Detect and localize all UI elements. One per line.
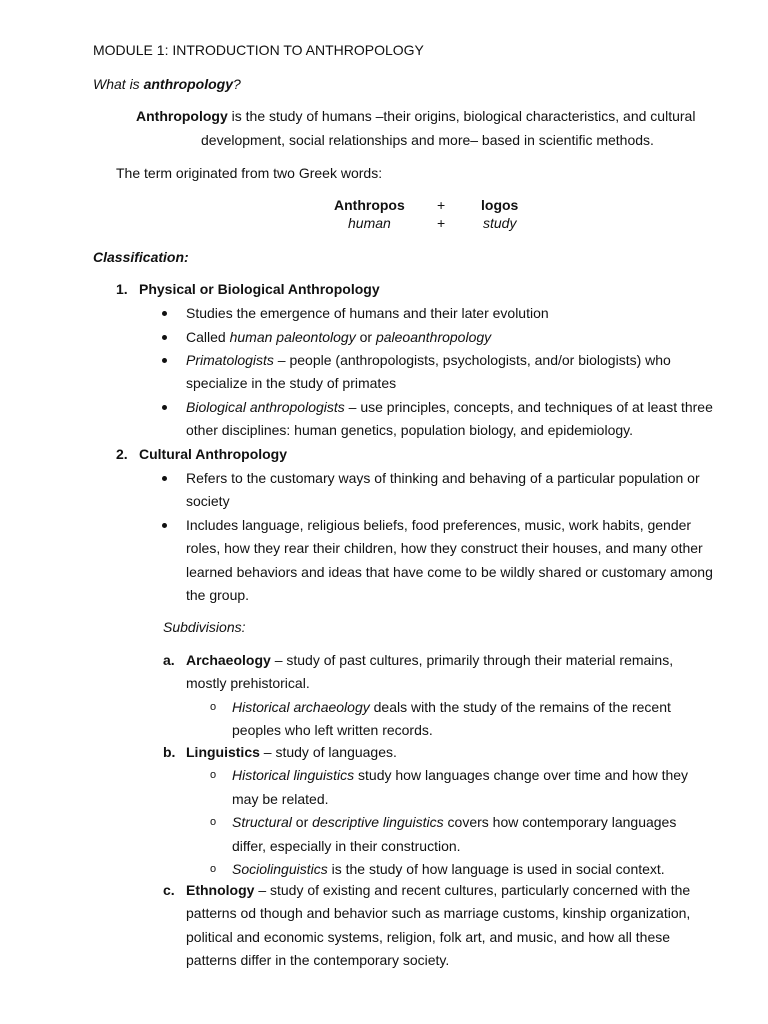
bullet-icon: [162, 358, 167, 363]
bullet-text-cont: the group.: [186, 587, 250, 604]
text-run: covers how contemporary languages: [443, 814, 677, 831]
text-run: Structural: [232, 814, 292, 831]
sub-bullet-text: [232, 813, 676, 831]
definition-term: Anthropology: [136, 108, 228, 124]
subdivision-cont: political and economic systems, religion, folk art, and music, and how all these: [186, 928, 671, 945]
text-run: Called: [186, 329, 230, 345]
text-run: human paleontology: [229, 329, 356, 345]
subdivision-letter: c.: [163, 882, 175, 898]
bullet-icon: [162, 311, 167, 316]
text-run: or: [291, 814, 313, 831]
term-intro: The term originated from two Greek words:: [116, 165, 383, 181]
sub-bullet-text: [232, 766, 688, 784]
text-run: Refers to the customary ways of thinking and behaving of a particular population or: [186, 470, 700, 486]
text-run: or: [355, 329, 376, 345]
question-prefix: What is: [93, 76, 144, 92]
text-run: paleoanthropology: [375, 329, 492, 345]
circle-bullet-icon: o: [210, 863, 217, 875]
sub-bullet-text: [232, 860, 665, 878]
circle-bullet-icon: o: [210, 700, 217, 713]
bullet-text: [186, 516, 691, 534]
subdivision-heading: [186, 743, 397, 761]
text-run: Sociolinguistics: [232, 861, 328, 877]
bullet-text-cont: society: [186, 493, 230, 510]
question-term: anthropology: [143, 76, 234, 92]
sub-bullet-cont: peoples who left written records.: [232, 722, 433, 739]
subdivision-heading: [186, 881, 690, 899]
question-suffix: ?: [233, 76, 241, 92]
text-run: deals with the study of the remains of the recent: [369, 698, 671, 715]
greek-meaning-1: human: [348, 215, 391, 231]
classification-heading: Classification:: [93, 249, 189, 265]
text-run: – use principles, concepts, and techniques of at least three: [344, 399, 713, 415]
greek-meaning-plus: +: [437, 215, 446, 231]
subdivision-letter: b.: [163, 744, 176, 760]
circle-bullet-icon: o: [210, 769, 217, 782]
subdivision-letter: a.: [163, 652, 175, 668]
bullet-icon: [162, 523, 167, 528]
text-run: Biological anthropologists: [186, 399, 345, 415]
text-run: Studies the emergence of humans and their later evolution: [186, 305, 549, 321]
module-title: MODULE 1: INTRODUCTION TO ANTHROPOLOGY: [93, 42, 424, 58]
bullet-text-cont: learned behaviors and ideas that have come to be wildly shared or customary among: [186, 563, 713, 580]
bullet-text-cont: specialize in the study of primates: [186, 375, 397, 392]
text-run: study how languages change over time and how they: [354, 767, 689, 784]
sub-bullet-cont: may be related.: [232, 790, 329, 807]
bullet-icon: [162, 335, 167, 340]
text-run: descriptive linguistics: [312, 814, 444, 831]
subdivision-term: Ethnology: [186, 882, 255, 898]
bullet-text: [186, 398, 713, 416]
bullet-text: [186, 351, 671, 369]
definition-text: is the study of humans –their origins, biological characteristics, and cultural: [227, 108, 696, 124]
text-run: Historical linguistics: [232, 767, 355, 784]
subdivision-cont: mostly prehistorical.: [186, 675, 310, 692]
greek-plus: +: [437, 197, 446, 213]
greek-word-1: Anthropos: [334, 197, 405, 213]
bullet-text: [186, 304, 549, 322]
text-run: – people (anthropologists, psychologists, and/or biologists) who: [273, 352, 671, 368]
section-title: Physical or Biological Anthropology: [139, 281, 380, 297]
bullet-text: [186, 328, 491, 346]
subdivision-desc: – study of languages.: [259, 744, 397, 760]
subdivision-cont: patterns differ in the contemporary society.: [186, 952, 450, 969]
subdivision-cont: patterns od though and behavior such as marriage customs, kinship organization,: [186, 905, 691, 922]
text-run: is the study of how language is used in social context.: [327, 861, 665, 877]
subdivision-term: Linguistics: [186, 744, 260, 760]
bullet-text: [186, 469, 700, 487]
text-run: Historical archaeology: [232, 698, 370, 715]
greek-meaning-2: study: [483, 215, 517, 231]
subdivisions-label: Subdivisions:: [163, 619, 246, 635]
sub-bullet-text: [232, 698, 671, 716]
bullet-text-cont: roles, how they rear their children, how they construct their houses, and many other: [186, 540, 703, 557]
bullet-icon: [162, 476, 167, 481]
subdivision-desc: – study of existing and recent cultures, particularly concerned with the: [254, 882, 691, 898]
sub-bullet-cont: differ, especially in their construction.: [232, 837, 461, 854]
subdivision-term: Archaeology: [186, 652, 271, 668]
bullet-text-cont: other disciplines: human genetics, population biology, and epidemiology.: [186, 422, 633, 439]
definition-line-2: development, social relationships and more– based in scientific methods.: [201, 132, 654, 148]
section-number: 2.: [116, 446, 128, 462]
section-title: Cultural Anthropology: [139, 446, 288, 462]
bullet-icon: [162, 405, 167, 410]
greek-word-2: logos: [481, 197, 519, 213]
question-heading: [93, 75, 241, 93]
section-number: 1.: [116, 281, 128, 297]
text-run: Primatologists: [186, 352, 274, 368]
subdivision-heading: [186, 651, 673, 669]
subdivision-desc: – study of past cultures, primarily through their material remains,: [270, 652, 674, 668]
definition-line-1: [136, 107, 695, 125]
circle-bullet-icon: o: [210, 816, 217, 829]
text-run: Includes language, religious beliefs, food preferences, music, work habits, gender: [186, 517, 692, 533]
